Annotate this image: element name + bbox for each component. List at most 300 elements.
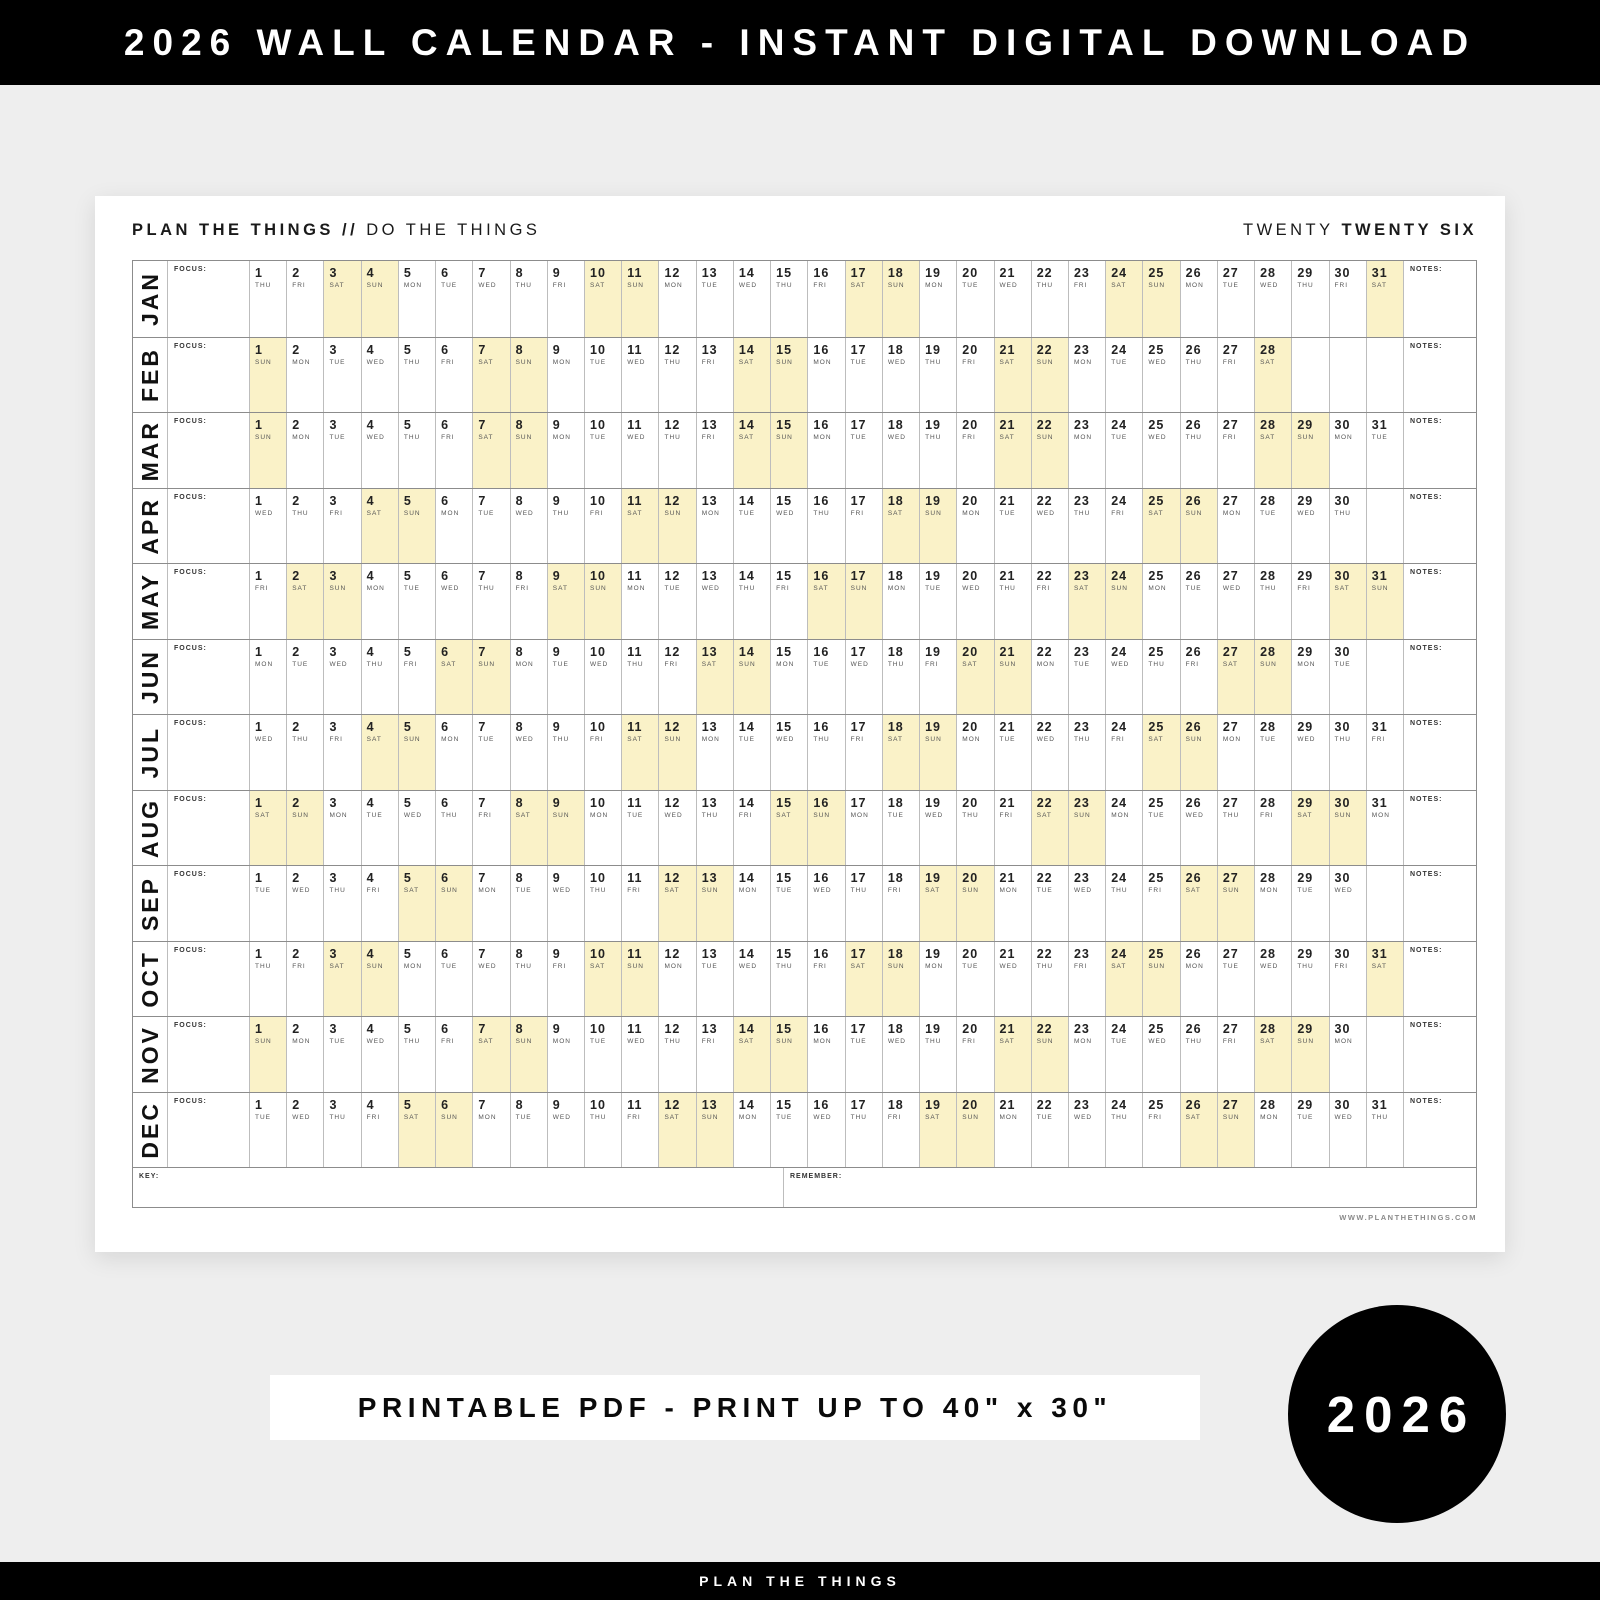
day-weekday: THU [887,660,905,668]
day-number: 1 [255,644,263,659]
day-number: 4 [366,795,375,810]
month-row-aug [133,790,1476,866]
day-number: 4 [366,1022,375,1036]
day-cell-sep-17 [845,866,882,941]
day-number: 7 [478,266,487,280]
day-weekday: FRI [478,811,492,819]
day-number: 13 [701,644,718,659]
day-cell-sep-5 [398,866,435,941]
day-weekday: MON [292,1038,311,1045]
day-number: 8 [515,871,524,885]
day-cell-feb-13 [696,338,733,413]
day-weekday: SUN [1222,1113,1240,1121]
day-number: 25 [1148,266,1165,280]
day-weekday: SAT [366,509,382,517]
day-cell-oct-21 [994,942,1031,1017]
day-cell-jun-11 [621,640,658,715]
focus-label: FOCUS: [174,946,207,954]
day-cell-sep-24 [1105,866,1142,941]
day-weekday: FRI [664,660,678,668]
day-weekday: SUN [1185,509,1203,517]
day-weekday: SUN [738,660,756,668]
day-number: 25 [1148,644,1165,659]
day-weekday: TUE [515,887,532,894]
day-weekday: MON [813,434,832,441]
day-number: 16 [813,1097,830,1112]
day-weekday: WED [590,660,609,668]
day-cell-dec-7 [472,1093,509,1168]
day-cell-jan-12 [658,261,695,337]
day-number: 27 [1222,493,1239,508]
day-cell-sep-12 [658,866,695,941]
notes-label: NOTES: [1410,946,1443,954]
day-number: 26 [1185,342,1202,357]
day-cell-sep-22 [1031,866,1068,941]
day-weekday: SUN [664,509,682,517]
month-row-dec [133,1092,1476,1168]
day-number: 18 [887,871,904,885]
day-number: 31 [1371,1097,1388,1112]
day-cell-jul-23 [1068,715,1105,790]
day-cell-aug-8 [510,791,547,866]
day-weekday: SAT [1260,358,1276,366]
day-weekday: SAT [1036,811,1052,819]
month-label-apr [133,489,167,564]
day-cell-dec-24 [1105,1093,1142,1168]
day-cell-may-19 [919,564,956,639]
day-number: 3 [329,493,338,508]
day-cell-may-18 [882,564,919,639]
day-cell-mar-29 [1291,413,1328,488]
day-cell-feb-17 [845,338,882,413]
day-cell-oct-27 [1217,942,1254,1017]
day-number: 12 [664,1097,681,1112]
day-weekday: SUN [776,1038,793,1045]
day-weekday: MON [441,509,460,517]
day-weekday: TUE [1036,887,1053,894]
day-number: 9 [552,946,561,961]
day-number: 16 [813,644,830,659]
day-cell-jun-7 [472,640,509,715]
day-weekday: MON [999,887,1018,894]
day-number: 11 [627,1097,643,1112]
notes-cell-mar [1403,413,1476,488]
day-number: 13 [701,342,718,357]
day-cell-feb-18 [882,338,919,413]
day-cell-nov-9 [547,1017,584,1092]
day-cell-apr-22 [1031,489,1068,564]
day-number: 9 [552,569,561,583]
day-weekday: WED [1148,1038,1167,1045]
day-cell-aug-23 [1068,791,1105,866]
day-weekday: MON [552,434,571,441]
day-number: 21 [999,1097,1016,1112]
day-weekday: TUE [962,282,979,289]
day-cell-apr-21 [994,489,1031,564]
day-number: 15 [776,1022,793,1036]
day-cell-nov-1 [249,1017,286,1092]
day-cell-jun-5 [398,640,435,715]
day-number: 8 [515,644,524,659]
day-number: 17 [850,1097,867,1112]
day-weekday: FRI [701,434,716,441]
day-weekday: THU [403,434,421,441]
day-weekday: SUN [403,509,421,517]
day-number: 20 [962,418,979,432]
day-number: 3 [329,266,338,280]
day-cell-feb-1 [249,338,286,413]
day-weekday: SUN [441,887,458,894]
day-number: 31 [1371,720,1388,734]
day-weekday: THU [403,1038,421,1045]
day-cell-apr-6 [435,489,472,564]
day-number: 11 [627,871,643,885]
day-weekday: MON [1260,1113,1279,1121]
day-cell-apr-30 [1329,489,1366,564]
month-label-text: MAY [136,572,163,631]
day-weekday: THU [664,1038,681,1045]
day-number: 31 [1371,569,1388,583]
day-weekday: TUE [1371,434,1388,441]
day-number: 30 [1334,569,1351,583]
day-cell-oct-6 [435,942,472,1017]
day-number: 17 [850,342,867,357]
day-weekday: TUE [366,811,383,819]
day-cell-aug-25 [1142,791,1179,866]
day-weekday: WED [813,1113,832,1121]
day-weekday: SAT [1111,962,1127,970]
day-cell-oct-18 [882,942,919,1017]
day-weekday: MON [1148,585,1167,592]
day-cell-nov-10 [584,1017,621,1092]
day-cell-nov-26 [1180,1017,1217,1092]
month-row-feb [133,337,1476,413]
notes-cell-oct [1403,942,1476,1017]
day-number: 25 [1148,1022,1165,1036]
day-number: 15 [776,418,793,432]
day-weekday: WED [1297,509,1316,517]
day-number: 12 [664,342,681,357]
day-weekday: FRI [1371,736,1386,743]
day-weekday: THU [813,509,830,517]
day-number: 26 [1185,720,1202,734]
day-number: 15 [776,720,793,734]
day-number: 8 [515,569,524,583]
day-number: 10 [590,795,606,810]
day-weekday: SUN [1260,660,1277,668]
day-cell-dec-28 [1254,1093,1291,1168]
day-weekday: THU [1334,509,1351,517]
month-row-jul [133,714,1476,790]
day-cell-aug-30 [1329,791,1366,866]
day-weekday: THU [292,736,309,743]
day-weekday: TUE [403,585,420,592]
month-label-text: AUG [136,797,163,858]
day-weekday: TUE [1297,1113,1314,1121]
day-weekday: TUE [1111,434,1128,441]
day-weekday: TUE [478,736,495,743]
day-cell-jul-11 [621,715,658,790]
day-weekday: MON [1297,660,1316,668]
day-number: 4 [366,266,375,280]
day-weekday: FRI [441,358,455,366]
day-cell-jul-26 [1180,715,1217,790]
day-cell-jul-21 [994,715,1031,790]
focus-cell-mar [167,413,249,488]
day-number: 20 [962,946,979,961]
day-cell-may-21 [994,564,1031,639]
day-cell-jun-2 [286,640,323,715]
day-number: 26 [1185,266,1202,280]
day-weekday: FRI [627,887,641,894]
day-cell-dec-16 [807,1093,844,1168]
day-number: 17 [850,266,867,280]
day-number: 24 [1111,569,1128,583]
notes-cell-jun [1403,640,1476,715]
day-cell-jun-25 [1142,640,1179,715]
day-weekday: SAT [850,282,866,289]
day-number: 25 [1148,946,1165,961]
day-number: 30 [1334,946,1351,961]
day-cell-jan-22 [1031,261,1068,337]
bottom-banner [0,1562,1600,1600]
day-weekday: MON [1222,736,1242,743]
day-weekday: THU [850,887,867,894]
day-number: 12 [664,1022,681,1036]
day-cell-sep-25 [1142,866,1179,941]
day-cell-jul-5 [398,715,435,790]
day-weekday: SAT [1222,660,1239,668]
day-cell-jan-16 [807,261,844,337]
day-number: 5 [403,795,412,810]
day-weekday: THU [515,962,532,970]
day-weekday: FRI [590,509,604,517]
day-weekday: SAT [850,962,866,970]
month-label-feb [133,338,167,413]
day-number: 30 [1334,720,1351,734]
day-number: 28 [1260,493,1276,508]
day-weekday: TUE [255,887,271,894]
day-number: 2 [292,1022,301,1036]
day-cell-aug-31 [1366,791,1403,866]
day-number: 28 [1260,871,1276,885]
day-weekday: WED [776,736,795,743]
day-weekday: SAT [776,811,792,819]
day-number: 25 [1148,795,1165,810]
day-number: 19 [925,871,941,885]
day-cell-jan-26 [1180,261,1217,337]
month-row-jun [133,639,1476,715]
day-weekday: THU [329,887,346,894]
day-number: 24 [1111,342,1128,357]
day-weekday: SAT [1297,811,1313,819]
day-cell-jul-30 [1329,715,1366,790]
day-number: 12 [664,946,681,961]
day-weekday: SUN [515,358,533,366]
day-cell-sep-10 [584,866,621,941]
day-weekday: MON [478,887,497,894]
day-number: 18 [887,266,904,280]
month-label-text: SEP [136,875,163,931]
day-cell-dec-12 [658,1093,695,1168]
day-weekday: SAT [664,887,680,894]
day-cell-oct-7 [472,942,509,1017]
day-cell-oct-31 [1366,942,1403,1017]
day-cell-aug-20 [956,791,993,866]
day-weekday: WED [515,509,534,517]
day-cell-nov-24 [1105,1017,1142,1092]
day-weekday: SUN [1222,887,1240,894]
day-cell-jun-29 [1291,640,1328,715]
day-weekday: SAT [329,962,345,970]
day-number: 12 [664,493,681,508]
day-number: 7 [478,795,487,810]
day-weekday: SAT [478,1038,494,1045]
day-weekday: TUE [1260,736,1277,743]
day-number: 15 [776,266,793,280]
day-number: 18 [887,493,904,508]
day-number: 6 [441,1022,450,1036]
day-weekday: SAT [1073,585,1090,592]
day-number: 2 [292,493,301,508]
day-cell-apr-9 [547,489,584,564]
day-cell-apr-26 [1180,489,1217,564]
day-weekday: TUE [1111,1038,1128,1045]
day-cell-jul-27 [1217,715,1254,790]
day-weekday: FRI [1111,736,1125,743]
day-cell-aug-11 [621,791,658,866]
day-number: 8 [515,266,524,280]
day-cell-aug-6 [435,791,472,866]
day-cell-mar-24 [1105,413,1142,488]
day-weekday: FRI [1073,962,1088,970]
day-number: 15 [776,1097,793,1112]
focus-cell-may [167,564,249,639]
day-cell-jan-21 [994,261,1031,337]
day-cell-sep-16 [807,866,844,941]
day-cell-jun-28 [1254,640,1291,715]
day-weekday: SAT [738,1038,755,1045]
notes-label: NOTES: [1410,720,1443,727]
day-weekday: FRI [850,736,865,743]
day-cell-sep-1 [249,866,286,941]
day-number: 22 [1036,266,1053,280]
day-number: 1 [255,569,263,583]
day-number: 18 [887,946,904,961]
day-weekday: THU [552,509,570,517]
day-number: 1 [255,871,263,885]
day-cell-jan-1 [249,261,286,337]
day-weekday: TUE [962,962,979,970]
poster-header [95,196,1505,240]
day-number: 25 [1148,342,1165,357]
focus-cell-feb [167,338,249,413]
day-weekday: FRI [255,585,269,592]
day-number: 20 [962,720,979,734]
focus-label: FOCUS: [174,795,207,803]
notes-cell-dec [1403,1093,1476,1168]
day-weekday: SUN [776,358,793,366]
day-number: 2 [292,342,301,357]
day-cell-jul-1 [249,715,286,790]
day-number: 2 [292,569,301,583]
day-cell-feb-6 [435,338,472,413]
day-cell-aug-18 [882,791,919,866]
day-cell-aug-7 [472,791,509,866]
day-cell-oct-1 [249,942,286,1017]
day-cell-feb-12 [658,338,695,413]
day-weekday: SUN [1073,811,1091,819]
day-cell-nov-20 [956,1017,993,1092]
day-weekday: SUN [1148,282,1166,289]
day-weekday: SUN [701,1113,719,1121]
day-weekday: THU [627,660,644,668]
day-weekday: FRI [962,358,976,366]
day-cell-jul-3 [323,715,360,790]
day-weekday: FRI [590,736,604,743]
day-number: 6 [441,720,450,734]
day-number: 9 [552,493,561,508]
day-cell-dec-25 [1142,1093,1179,1168]
day-number: 5 [403,1097,412,1112]
day-weekday: TUE [1222,962,1239,970]
day-weekday: THU [925,1038,942,1045]
day-number: 29 [1297,493,1314,508]
day-number: 15 [776,342,793,357]
day-cell-dec-27 [1217,1093,1254,1168]
day-weekday: SAT [1260,434,1276,441]
day-weekday: TUE [552,660,569,668]
day-number: 28 [1260,1097,1276,1112]
day-weekday: SAT [478,434,494,441]
day-number: 22 [1036,493,1053,508]
day-number: 3 [329,569,338,583]
day-weekday: SUN [627,962,644,970]
remember-label: REMEMBER: [790,1173,843,1180]
day-cell-oct-17 [845,942,882,1017]
day-number: 26 [1185,1022,1202,1036]
day-weekday: MON [1334,1038,1353,1045]
day-weekday: WED [329,660,348,668]
day-cell-jan-28 [1254,261,1291,337]
day-number: 5 [403,1022,412,1036]
day-weekday: SAT [701,660,717,668]
day-number: 11 [627,342,643,357]
day-weekday: WED [552,1113,571,1121]
day-number: 31 [1371,795,1388,810]
day-weekday: FRI [441,1038,455,1045]
day-weekday: MON [441,736,460,743]
day-weekday: SAT [925,887,941,894]
day-cell-oct-22 [1031,942,1068,1017]
day-number: 14 [738,644,755,659]
day-cell-jul-2 [286,715,323,790]
day-weekday: SAT [1148,736,1164,743]
day-weekday: FRI [1073,282,1088,289]
day-weekday: MON [813,1038,832,1045]
day-weekday: SUN [1036,1038,1054,1045]
day-weekday: SAT [403,1113,420,1121]
day-cell-mar-16 [807,413,844,488]
day-cell-mar-27 [1217,413,1254,488]
notes-label: NOTES: [1410,418,1443,425]
day-weekday: SAT [403,887,420,894]
day-number: 26 [1185,644,1202,659]
day-number: 8 [515,720,524,734]
day-cell-may-17 [845,564,882,639]
day-cell-sep-8 [510,866,547,941]
day-weekday: TUE [738,736,755,743]
